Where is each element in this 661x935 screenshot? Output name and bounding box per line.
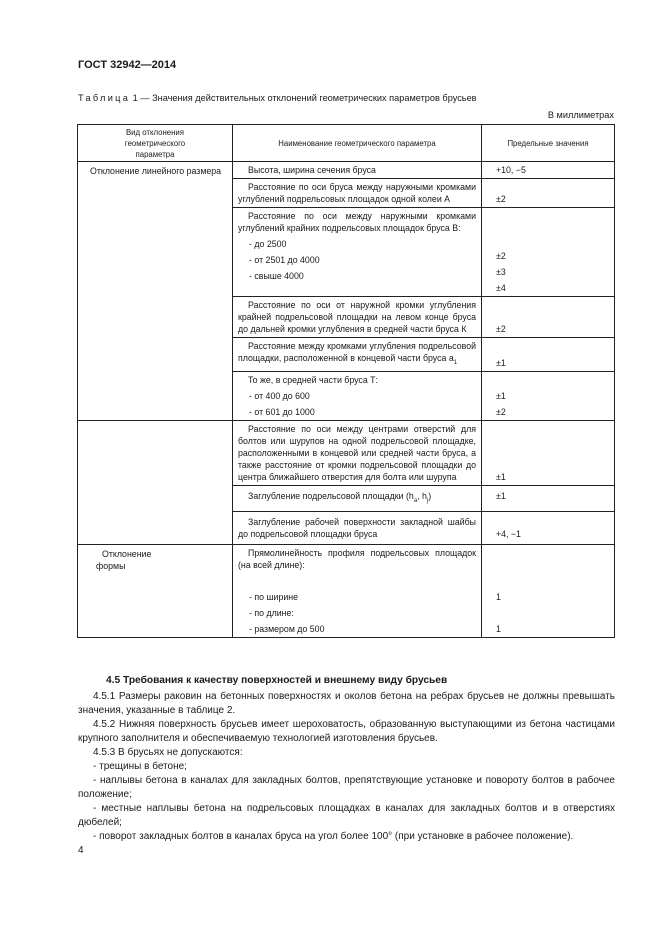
limit-value: ±4 bbox=[496, 283, 506, 293]
table-row bbox=[78, 544, 615, 637]
column-header-limits: Предельные значения bbox=[482, 125, 615, 162]
limit-cell: ±2 bbox=[482, 297, 615, 338]
page-number: 4 bbox=[78, 845, 84, 856]
document-title: ГОСТ 32942—2014 bbox=[78, 59, 177, 71]
parameter-cell: Расстояние по оси между наружными кромками углублений крайних подрельсовых площадок бруса В: - до 2500 - от 2501 до 4000 - свыше 4000 bbox=[233, 208, 482, 297]
list-item: - от 2501 до 4000 bbox=[249, 255, 320, 265]
section-title: 4.5 Требования к качеству поверхностей и внешнему виду брусьев bbox=[106, 675, 448, 686]
deviation-type-form: Отклонение формы bbox=[78, 544, 233, 637]
table-caption-prefix: Таблица bbox=[78, 93, 131, 103]
parameter-cell: Расстояние по оси бруса между наружными кромками углублений подрельсовых площадок одной колеи А bbox=[233, 179, 482, 208]
limit-value bbox=[482, 605, 614, 621]
list-item: - наплывы бетона в каналах для закладных болтов, препятствующие установке и повороту болтов в рабочее положение; bbox=[78, 775, 615, 801]
list-item: - трещины в бетоне; bbox=[93, 761, 187, 772]
table-row bbox=[78, 420, 615, 485]
list-item: - от 400 до 600 bbox=[249, 390, 310, 401]
parameter-cell: Прямолинейность профиля подрельсовых площадок (на всей длине): - по ширине - по длине: - размером до 500 bbox=[233, 544, 482, 637]
limit-value: ±2 bbox=[496, 251, 506, 261]
limit-cell: ±1 bbox=[482, 338, 615, 372]
parameter-cell: Заглубление подрельсовой площадки ($h_a$, $h_j$) bbox=[233, 485, 482, 511]
table-header-row bbox=[78, 125, 615, 162]
limit-value: 1 bbox=[496, 623, 501, 634]
table-row bbox=[78, 162, 615, 179]
limit-value: ±3 bbox=[496, 267, 506, 277]
list-item: - свыше 4000 bbox=[249, 271, 304, 281]
limit-value: ±1 bbox=[496, 390, 506, 401]
parameters-table bbox=[77, 124, 615, 638]
parameter-cell: Высота, ширина сечения бруса bbox=[233, 162, 482, 179]
column-header-deviation: Вид отклонения геометрического параметра bbox=[78, 125, 233, 162]
limit-cell bbox=[482, 544, 615, 637]
limit-cell bbox=[482, 371, 615, 420]
list-item: - до 2500 bbox=[249, 239, 287, 249]
deviation-type-empty bbox=[78, 420, 233, 544]
paragraph-4-5-2: 4.5.2 Нижняя поверхность брусьев имеет шероховатость, образованную выступающими из бетона частицами крупного заполнителя и обеспечиваемую технологией изготовления брусьев. bbox=[78, 719, 615, 745]
parameter-cell: Заглубление рабочей поверхности закладной шайбы до подрельсовой площадки бруса bbox=[233, 511, 482, 544]
parameter-cell: Расстояние между кромками углубления подрельсовой площадки, расположенной в концевой части бруса $a_1$ bbox=[233, 338, 482, 372]
limit-cell: +10, −5 bbox=[482, 162, 615, 179]
parameter-cell: Расстояние по оси от наружной кромки углубления крайней подрельсовой площадки на левом конце бруса до дальней кромки углубления в средней части бруса К bbox=[233, 297, 482, 338]
parameter-cell: Расстояние по оси между центрами отверстий для болтов или шурупов на одной подрельсовой площадке, расположенными в концевой или средней части бруса, а также расстояние от кромки подрельсовой площадки до центра ближайшего отверстия для болта или шурупа bbox=[233, 420, 482, 485]
limit-cell: ±2 bbox=[482, 179, 615, 208]
table-caption bbox=[78, 93, 477, 103]
list-item: - местные наплывы бетона на подрельсовых площадках в каналах для закладных болтов и в отверстиях дюбелей; bbox=[78, 803, 615, 829]
column-header-parameter: Наименование геометрического параметра bbox=[233, 125, 482, 162]
limit-cell: ±1 bbox=[482, 420, 615, 485]
paragraph-4-5-1: 4.5.1 Размеры раковин на бетонных поверхностях и околов бетона на ребрах брусьев не должны превышать значения, указанные в таблице 2. bbox=[78, 691, 615, 717]
parameter-cell: То же, в средней части бруса Т: - от 400 до 600 - от 601 до 1000 bbox=[233, 371, 482, 420]
deviation-type-linear: Отклонение линейного размера bbox=[78, 162, 233, 421]
limit-cell: ±1 bbox=[482, 485, 615, 511]
limit-cell bbox=[482, 208, 615, 297]
list-item: - размером до 500 bbox=[249, 623, 325, 634]
table-units: В миллиметрах bbox=[547, 110, 614, 120]
list-item: - от 601 до 1000 bbox=[249, 406, 315, 417]
limit-cell: +4, −1 bbox=[482, 511, 615, 544]
table-caption-text: 1 — Значения действительных отклонений геометрических параметров брусьев bbox=[130, 93, 477, 103]
limit-value: ±2 bbox=[496, 406, 506, 417]
limit-value: 1 bbox=[496, 591, 501, 602]
list-item: - по длине: bbox=[249, 607, 294, 618]
list-item: - поворот закладных болтов в каналах бруса на угол более 100° (при установке в рабочее положение). bbox=[93, 831, 574, 842]
paragraph-4-5-3: 4.5.3 В брусьях не допускаются: bbox=[93, 747, 243, 758]
list-item: - по ширине bbox=[249, 591, 299, 602]
